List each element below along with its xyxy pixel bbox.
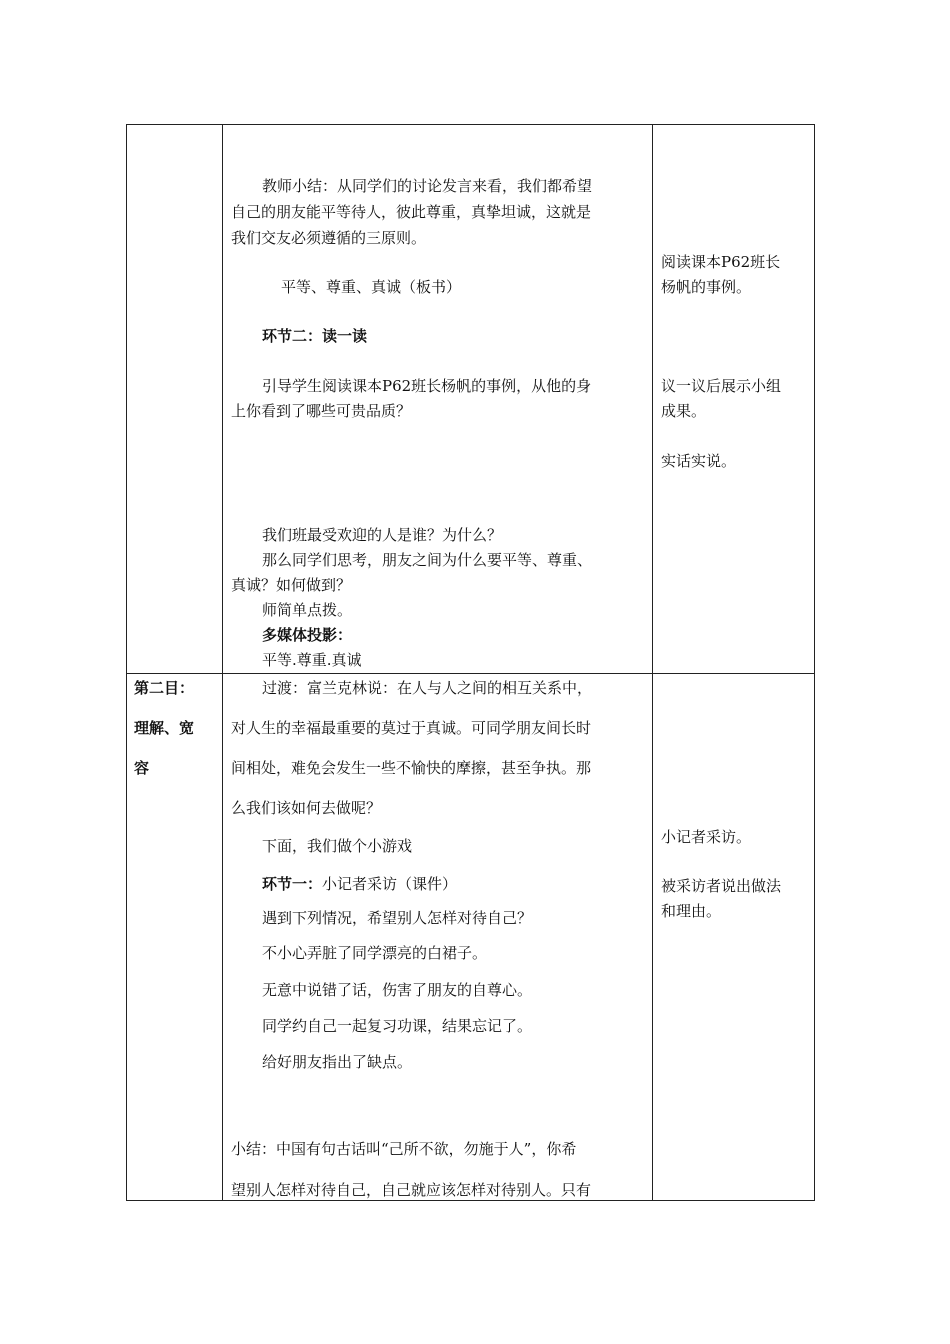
section-heading: 多媒体投影： [262, 626, 353, 644]
right-text-line: 议一议后展示小组 [661, 377, 782, 395]
mid-text-line: 我们班最受欢迎的人是谁？为什么？ [262, 526, 503, 544]
mid-text-line: 么我们该如何去做呢？ [231, 799, 382, 817]
right-text-line: 实话实说。 [661, 452, 737, 470]
topic-label: 理解、宽 [134, 719, 195, 737]
mid-text-line: 遇到下列情况，希望别人怎样对待自己？ [262, 909, 533, 927]
topic-label: 第二目： [134, 679, 195, 697]
mid-text-line: 上你看到了哪些可贵品质？ [231, 402, 412, 420]
mid-text-line: 真诚？如何做到？ [231, 576, 352, 594]
mid-text-line: 对人生的幸福最重要的莫过于真诚。可同学朋友间长时 [231, 719, 592, 737]
mid-text-line: 引导学生阅读课本P62班长杨帆的事例，从他的身 [262, 377, 592, 395]
mid-text-line: 同学约自己一起复习功课，结果忘记了。 [262, 1017, 533, 1035]
topic-label: 容 [134, 759, 150, 777]
column-divider-left [222, 125, 223, 1200]
right-text-line: 被采访者说出做法 [661, 877, 782, 895]
row-divider [127, 673, 814, 674]
right-text-line: 成果。 [661, 402, 707, 420]
board-writing: 平等、尊重、真诚（板书） [281, 278, 462, 296]
mid-text-line: 小结：中国有句古话叫“己所不欲，勿施于人”，你希 [231, 1140, 577, 1158]
mid-text-line: 师简单点拨。 [262, 601, 353, 619]
mid-text-line: 给好朋友指出了缺点。 [262, 1053, 413, 1071]
mid-text-line: 下面，我们做个小游戏 [262, 837, 413, 855]
section-heading: 环节二：读一读 [262, 327, 368, 345]
right-text-line: 小记者采访。 [661, 828, 752, 846]
mid-text-line: 那么同学们思考，朋友之间为什么要平等、尊重、 [262, 551, 593, 569]
mid-text-line: 我们交友必须遵循的三原则。 [231, 229, 427, 247]
activity-line [262, 874, 457, 894]
right-text-line: 杨帆的事例。 [661, 278, 752, 296]
column-divider-right [652, 125, 653, 1200]
right-text-line: 和理由。 [661, 902, 722, 920]
section-heading: 环节一： [262, 875, 323, 893]
right-text-line: 阅读课本P62班长 [661, 253, 781, 271]
mid-text-line: 过渡：富兰克林说：在人与人之间的相互关系中， [262, 679, 593, 697]
mid-text-line: 不小心弄脏了同学漂亮的白裙子。 [262, 944, 488, 962]
mid-text-line: 望别人怎样对待自己，自己就应该怎样对待别人。只有 [231, 1181, 592, 1199]
mid-text-line: 无意中说错了话，伤害了朋友的自尊心。 [262, 981, 533, 999]
mid-text-line: 间相处，难免会发生一些不愉快的摩擦，甚至争执。那 [231, 759, 592, 777]
mid-text-line: 教师小结：从同学们的讨论发言来看，我们都希望 [262, 177, 593, 195]
activity-title: 小记者采访（课件） [322, 875, 458, 893]
mid-text-line: 平等.尊重.真诚 [262, 651, 362, 669]
mid-text-line: 自己的朋友能平等待人，彼此尊重，真挚坦诚，这就是 [231, 203, 592, 221]
